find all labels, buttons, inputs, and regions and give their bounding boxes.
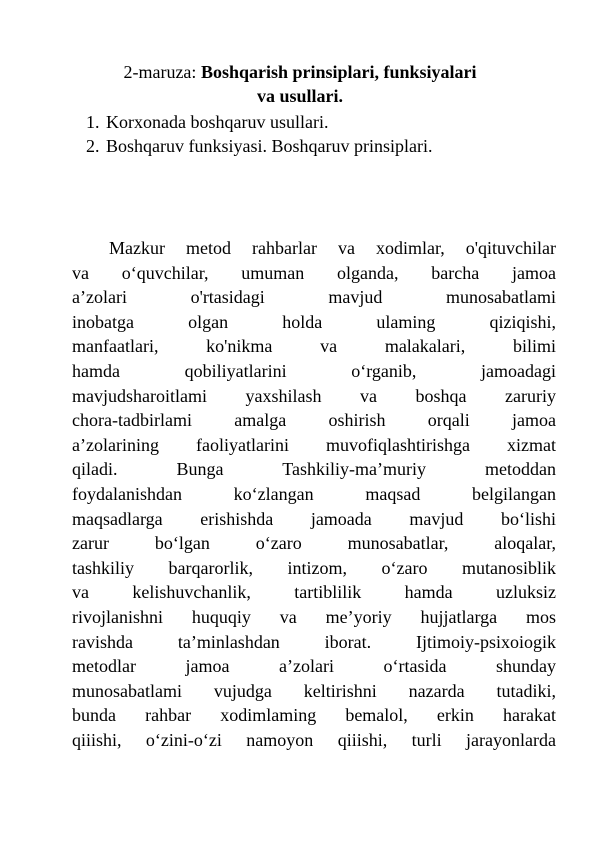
- body-line: qiladi. Bunga Tashkiliy-ma’muriy metoddan: [72, 459, 556, 480]
- topic-text: Boshqaruv funksiyasi. Boshqaruv prinsiplari.: [106, 136, 433, 156]
- topic-list: [86, 110, 432, 158]
- body-line: ravishda ta’minlashdan iborat. Ijtimoiy-psixoiogik: [72, 631, 556, 652]
- topic-number: 2.: [86, 136, 100, 156]
- body-line: manfaatlari, ko'nikma va malakalari, bilimi: [72, 336, 556, 357]
- body-line: rivojlanishni huquqiy va me’yoriy hujjatlarga mos: [72, 606, 556, 627]
- body-line: va o‘quvchilar, umuman olganda, barcha jamoa: [72, 262, 556, 283]
- topic-item: [86, 134, 432, 158]
- body-line: a’zolarining faoliyatlarini muvofiqlashtirishga xizmat: [72, 434, 556, 455]
- lecture-title: [60, 60, 540, 108]
- body-line: hamda qobiliyatlarini o‘rganib, jamoadagi: [72, 360, 556, 381]
- title-bold-part-1: Boshqarish prinsiplari, funksiyalari: [200, 62, 477, 82]
- body-line: Mazkur metod rahbarlar va xodimlar, o'qituvchilar: [109, 238, 556, 258]
- body-line: inobatga olgan holda ulaming qiziqishi,: [72, 311, 556, 332]
- body-line: foydalanishdan ko‘zlangan maqsad belgilangan: [72, 483, 556, 504]
- body-line: chora-tadbirlami amalga oshirish orqali jamoa: [72, 410, 556, 431]
- body-line: maqsadlarga erishishda jamoada mavjud bo‘lishi: [72, 508, 556, 529]
- topic-text: Korxonada boshqaruv usullari.: [106, 112, 329, 132]
- body-paragraph: [72, 236, 556, 752]
- body-line: metodlar jamoa a’zolari o‘rtasida shunday: [72, 656, 556, 677]
- body-line: munosabatlami vujudga keltirishni nazarda tutadiki,: [72, 680, 556, 701]
- body-line: zarur bo‘lgan o‘zaro munosabatlar, aloqalar,: [72, 533, 556, 554]
- body-line: bunda rahbar xodimlaming bemalol, erkin harakat: [72, 705, 556, 726]
- body-line: qiiishi, o‘zini-o‘zi namoyon qiiishi, turli jarayonlarda: [72, 729, 556, 750]
- title-prefix: 2-maruza:: [123, 62, 201, 82]
- body-line: a’zolari o'rtasidagi mavjud munosabatlami: [72, 287, 556, 308]
- topic-number: 1.: [86, 112, 100, 132]
- body-line: tashkiliy barqarorlik, intizom, o‘zaro mutanosiblik: [72, 557, 556, 578]
- title-line-2: [60, 84, 540, 108]
- title-line-1: [60, 60, 540, 84]
- body-line: mavjudsharoitlami yaxshilash va boshqa zaruriy: [72, 385, 556, 406]
- title-bold-part-2: va usullari.: [256, 86, 344, 106]
- body-line: va kelishuvchanlik, tartiblilik hamda uzluksiz: [72, 582, 556, 603]
- topic-item: [86, 110, 432, 134]
